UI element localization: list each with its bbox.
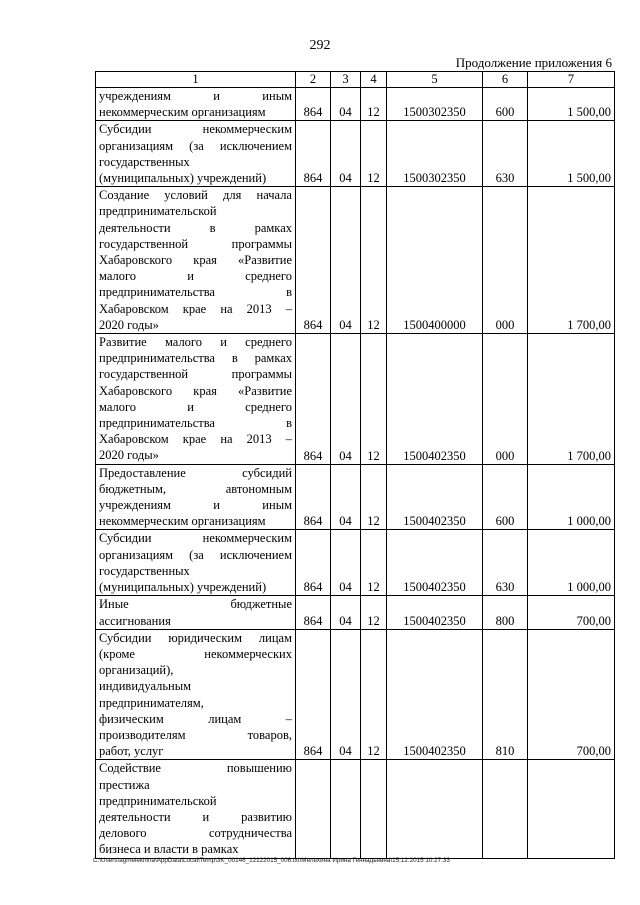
description-line: Субсидии некоммерческим: [99, 531, 292, 546]
ministry-code-cell: 864: [296, 88, 331, 121]
expense-type-cell: 600: [483, 464, 528, 530]
description-line: деятельности и развитию: [99, 809, 292, 824]
ministry-code-cell: 864: [296, 530, 331, 596]
description-line: государственных: [99, 154, 190, 169]
section-code-cell: 04: [331, 334, 361, 465]
description-line: учреждениям и иным: [99, 498, 292, 513]
subsection-code-cell: 12: [361, 629, 387, 760]
ministry-code-cell: 864: [296, 334, 331, 465]
row-description: [96, 596, 296, 629]
description-line: государственных: [99, 563, 190, 578]
row-description: [96, 530, 296, 596]
expense-type-cell: 000: [483, 187, 528, 334]
section-code-cell: 04: [331, 121, 361, 187]
amount-cell: 1 700,00: [528, 187, 615, 334]
subsection-code-cell: [361, 760, 387, 858]
section-code-cell: 04: [331, 464, 361, 530]
description-line: Хабаровского края «Развитие: [99, 383, 292, 398]
description-line: делового сотрудничества: [99, 826, 292, 841]
header-cell: 6: [483, 72, 528, 88]
description-line: Содействие повышению: [99, 761, 292, 776]
row-description: [96, 88, 296, 121]
header-cell: 5: [387, 72, 483, 88]
ministry-code-cell: 864: [296, 121, 331, 187]
subsection-code-cell: 12: [361, 596, 387, 629]
table-row: [96, 760, 615, 858]
description-line: предпринимательской: [99, 204, 217, 219]
description-line: Хабаровском крае на 2013 –: [99, 432, 292, 447]
target-article-cell: 1500402350: [387, 629, 483, 760]
header-cell: 4: [361, 72, 387, 88]
description-line: государственной программы: [99, 236, 292, 251]
description-line: предпринимательства в рамках: [99, 351, 292, 366]
page-number: 292: [309, 38, 331, 53]
amount-cell: 1 700,00: [528, 334, 615, 465]
row-description: [96, 121, 296, 187]
table-row: [96, 88, 615, 121]
description-line: предпринимателям,: [99, 695, 204, 710]
target-article-cell: 1500302350: [387, 88, 483, 121]
description-line: организациям (за исключением: [99, 138, 292, 153]
description-line: 2020 годы»: [99, 317, 159, 332]
section-code-cell: 04: [331, 530, 361, 596]
description-line: предпринимательской: [99, 793, 217, 808]
ministry-code-cell: 864: [296, 187, 331, 334]
ministry-code-cell: 864: [296, 464, 331, 530]
subsection-code-cell: 12: [361, 334, 387, 465]
table-row: [96, 334, 615, 465]
footer-path: C:\Users\agmelekhina\AppData\Local\Temp\3K_00146_12122015_006.txt\Мелехина Ирина Геннадьевна\15.12.2015 10:27:33: [93, 857, 450, 864]
subsection-code-cell: 12: [361, 88, 387, 121]
description-line: индивидуальным: [99, 679, 192, 694]
amount-cell: 700,00: [528, 596, 615, 629]
ministry-code-cell: 864: [296, 596, 331, 629]
description-line: Субсидии некоммерческим: [99, 122, 292, 137]
amount-cell: 1 000,00: [528, 530, 615, 596]
section-code-cell: 04: [331, 88, 361, 121]
description-line: предпринимательства в: [99, 285, 292, 300]
header-row: [96, 72, 615, 88]
header-cell: 2: [296, 72, 331, 88]
description-line: бюджетным, автономным: [99, 481, 292, 496]
target-article-cell: 1500402350: [387, 334, 483, 465]
subsection-code-cell: 12: [361, 464, 387, 530]
description-line: работ, услуг: [99, 744, 164, 759]
table-row: [96, 530, 615, 596]
expense-type-cell: 800: [483, 596, 528, 629]
ministry-code-cell: 864: [296, 629, 331, 760]
amount-cell: 1 000,00: [528, 464, 615, 530]
description-line: (муниципальных) учреждений): [99, 580, 267, 595]
expense-type-cell: 630: [483, 121, 528, 187]
header-cell: 1: [96, 72, 296, 88]
subsection-code-cell: 12: [361, 530, 387, 596]
description-line: престижа: [99, 777, 150, 792]
budget-table: [95, 71, 615, 859]
description-line: организаций),: [99, 663, 174, 678]
description-line: предпринимательства в: [99, 416, 292, 431]
row-description: [96, 760, 296, 858]
target-article-cell: 1500402350: [387, 530, 483, 596]
description-line: Иные бюджетные: [99, 597, 292, 612]
section-code-cell: 04: [331, 187, 361, 334]
header-cell: 7: [528, 72, 615, 88]
description-line: ассигнования: [99, 613, 171, 628]
target-article-cell: 1500402350: [387, 596, 483, 629]
description-line: государственной программы: [99, 367, 292, 382]
amount-cell: [528, 760, 615, 858]
amount-cell: 700,00: [528, 629, 615, 760]
continuation-label: Продолжение приложения 6: [455, 55, 612, 70]
table-row: [96, 464, 615, 530]
description-line: некоммерческим организациям: [99, 514, 266, 529]
expense-type-cell: 810: [483, 629, 528, 760]
target-article-cell: 1500400000: [387, 187, 483, 334]
target-article-cell: 1500302350: [387, 121, 483, 187]
description-line: Создание условий для начала: [99, 188, 292, 203]
description-line: Хабаровского края «Развитие: [99, 253, 292, 268]
description-line: производителям товаров,: [99, 727, 292, 742]
table-row: [96, 629, 615, 760]
description-line: деятельности в рамках: [99, 220, 292, 235]
description-line: организациям (за исключением: [99, 547, 292, 562]
description-line: 2020 годы»: [99, 448, 159, 463]
description-line: некоммерческим организациям: [99, 105, 266, 120]
row-description: [96, 334, 296, 465]
section-code-cell: 04: [331, 629, 361, 760]
subsection-code-cell: 12: [361, 187, 387, 334]
expense-type-cell: 000: [483, 334, 528, 465]
expense-type-cell: [483, 760, 528, 858]
row-description: [96, 629, 296, 760]
description-line: бизнеса и власти в рамках: [99, 842, 239, 857]
description-line: (кроме некоммерческих: [99, 646, 292, 661]
description-line: физическим лицам –: [99, 711, 292, 726]
target-article-cell: 1500402350: [387, 464, 483, 530]
ministry-code-cell: [296, 760, 331, 858]
row-description: [96, 187, 296, 334]
amount-cell: 1 500,00: [528, 88, 615, 121]
description-line: учреждениям и иным: [99, 89, 292, 103]
expense-type-cell: 600: [483, 88, 528, 121]
amount-cell: 1 500,00: [528, 121, 615, 187]
target-article-cell: [387, 760, 483, 858]
description-line: Субсидии юридическим лицам: [99, 630, 292, 645]
description-line: Развитие малого и среднего: [99, 335, 292, 350]
section-code-cell: [331, 760, 361, 858]
description-line: Хабаровском крае на 2013 –: [99, 301, 292, 316]
description-line: Предоставление субсидий: [99, 465, 292, 480]
row-description: [96, 464, 296, 530]
subsection-code-cell: 12: [361, 121, 387, 187]
table-row: [96, 187, 615, 334]
header-cell: 3: [331, 72, 361, 88]
expense-type-cell: 630: [483, 530, 528, 596]
table-row: [96, 596, 615, 629]
section-code-cell: 04: [331, 596, 361, 629]
description-line: малого и среднего: [99, 269, 292, 284]
table-row: [96, 121, 615, 187]
description-line: малого и среднего: [99, 399, 292, 414]
description-line: (муниципальных) учреждений): [99, 171, 267, 186]
